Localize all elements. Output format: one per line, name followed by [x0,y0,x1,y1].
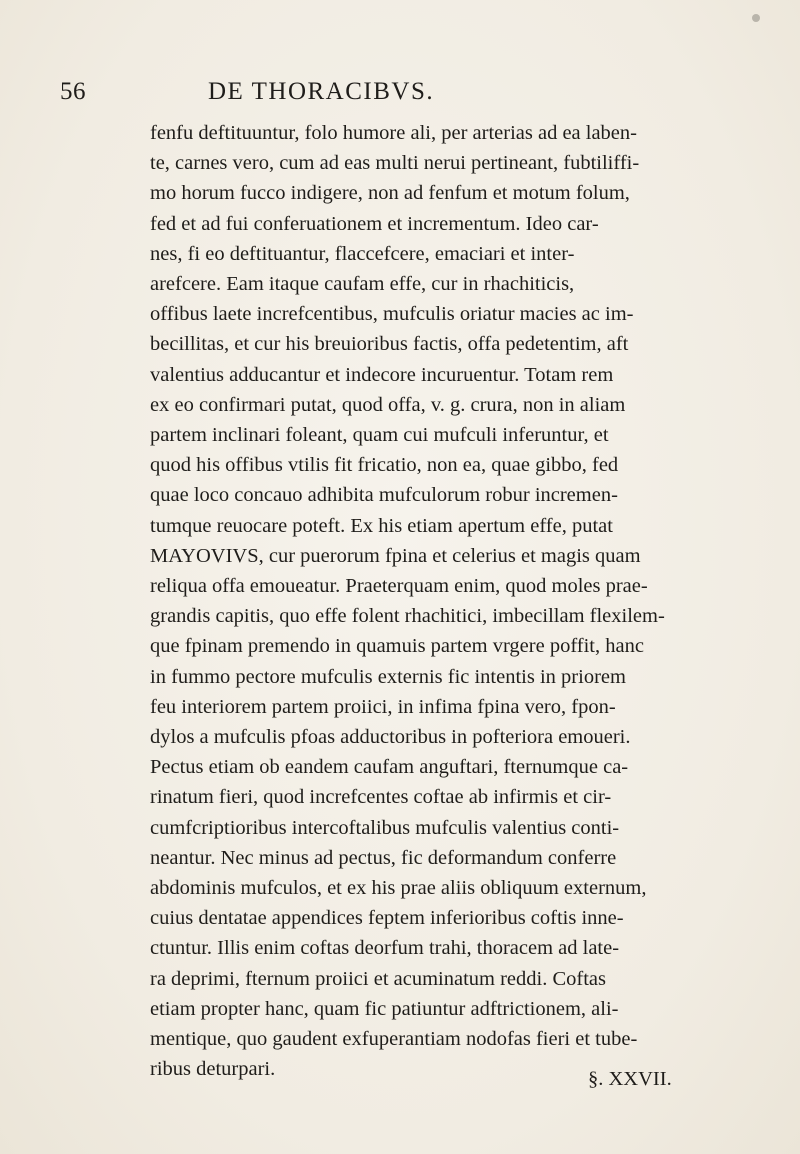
text-line: tumque reuocare poteft. Ex his etiam apertum effe, putat [150,514,613,537]
catchword: §. XXVII. [588,1068,672,1090]
text-line: ctuntur. Illis enim coftas deorfum trahi, thoracem ad late- [150,937,620,960]
text-line: ex eo confirmari putat, quod offa, v. g. crura, non in aliam [150,393,626,416]
text-line: nes, fi eo deftituantur, flaccefcere, emaciari et inter- [150,242,575,265]
text-line: offibus laete increfcentibus, mufculis oriatur macies ac im- [150,303,634,326]
text-line: feu interiorem partem proiici, in infima fpina vero, fpon- [150,695,616,718]
text-line: que fpinam premendo in quamuis partem vrgere poffit, hanc [150,635,644,658]
text-line: grandis capitis, quo effe folent rhachitici, imbecillam flexilem- [150,605,665,628]
text-line: MAYOVIVS, cur puerorum fpina et celerius et magis quam [150,544,641,567]
text-line: fenfu deftituuntur, folo humore ali, per arterias ad ea laben- [150,122,637,144]
text-line: in fummo pectore mufculis externis fic intentis in priorem [150,665,626,688]
text-line: abdominis mufculos, et ex his prae aliis obliquum externum, [150,877,647,900]
text-line: fed et ad fui conferuationem et incrementum. Ideo car- [150,212,599,235]
text-line: ribus deturpari. [150,1058,276,1081]
text-line: cumfcriptioribus intercoftalibus mufculis valentius conti- [150,816,620,839]
text-line: quod his offibus vtilis fit fricatio, non ea, quae gibbo, fed [150,454,619,477]
text-line: etiam propter hanc, quam fic patiuntur adftrictionem, ali- [150,997,619,1020]
text-line: te, carnes vero, cum ad eas multi nerui pertineant, fubtiliffi- [150,152,640,175]
text-line: partem inclinari foleant, quam cui mufculi inferuntur, et [150,424,609,447]
text-line: becillitas, et cur his breuioribus factis, offa pedetentim, aft [150,333,629,356]
text-line: Pectus etiam ob eandem caufam anguftari, fternumque ca- [150,756,629,779]
running-head: DE THORACIBVS. [208,78,435,105]
text-line: quae loco concauo adhibita mufculorum robur incremen- [150,484,618,507]
text-line: neantur. Nec minus ad pectus, fic deformandum conferre [150,846,617,869]
text-line: mentique, quo gaudent exfuperantiam nodofas fieri et tube- [150,1028,638,1051]
text-line: valentius adducantur et indecore incuruentur. Totam rem [150,363,614,386]
page-number: 56 [60,78,86,105]
ink-speck [752,14,760,22]
text-line: cuius dentatae appendices feptem inferioribus coftis inne- [150,907,624,930]
text-line: reliqua offa emoueatur. Praeterquam enim, quod moles prae- [150,575,648,598]
text-line: arefcere. Eam itaque caufam effe, cur in rhachiticis, [150,273,575,296]
text-line: mo horum fucco indigere, non ad fenfum et motum folum, [150,182,630,205]
text-line: dylos a mufculis pfoas adductoribus in pofteriora emoueri. [150,726,631,749]
text-line: rinatum fieri, quod increfcentes coftae ab infirmis et cir- [150,786,612,809]
page-header [60,70,680,110]
text-line: ra deprimi, fternum proiici et acuminatum reddi. Coftas [150,967,606,990]
body-text [150,118,670,1085]
